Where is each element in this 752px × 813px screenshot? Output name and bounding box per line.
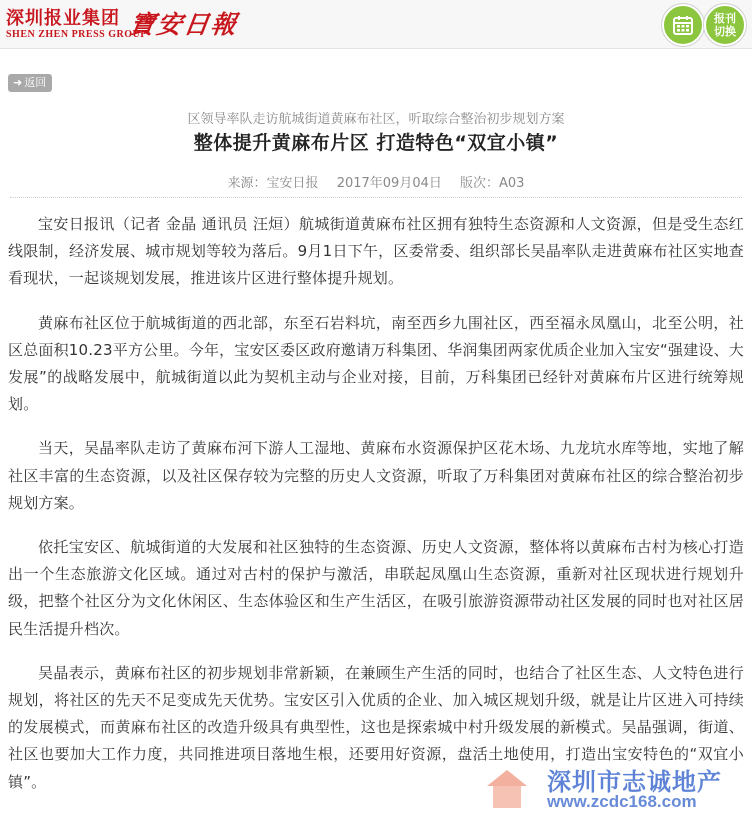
back-button[interactable] [8,74,52,92]
article-paragraph-2: 黄麻布社区位于航城街道的西北部，东至石岩料坑，南至西乡九围社区，西至福永凤凰山，北至公明，社区总面积10.23平方公里。今年，宝安区委区政府邀请万科集团、华润集团两家优质企业加入宝安“强建设、大发展”的战略发展中，航城街道以此为契机主动与企业对接，目前，万科集团已经针对黄麻布片区进行统筹规划。 [8,313,744,414]
article-edition: 版次：A03 [460,176,525,191]
article-body [8,211,744,813]
brand-name-en: SHEN ZHEN PRESS GROUP [6,29,147,40]
switch-label-line2: 切换 [714,25,736,38]
article-subtitle: 区领导率队走访航城街道黄麻布社区，听取综合整治初步规划方案 [187,112,565,127]
switch-label-line1: 报刊 [714,12,736,25]
meta-divider [10,197,742,198]
arrow-left-icon: ➜ [13,76,23,89]
article-date: 2017年09月04日 [336,176,442,191]
article-paragraph-5: 吴晶表示，黄麻布社区的初步规划非常新颖，在兼顾生产生活的同时，也结合了社区生态、人文特色进行规划，将社区的先天不足变成先天优势。宝安区引入优质的企业、加入城区规划升级，就是让片区进入可持续的发展模式，而黄麻布社区的改造升级具有典型性，这也是探索城中村升级发展的新模式。吴晶强调，街道、社区也要加大工作力度，共同推进项目落地生根，还要用好资源，盘活土地使用，打造出宝安特色的“双宜小镇”。 [8,663,744,791]
article-meta [0,172,752,191]
article-paragraph-4: 依托宝安区、航城街道的大发展和社区独特的生态资源、历史人文资源，整体将以黄麻布古村为核心打造出一个生态旅游文化区域。通过对古村的保护与激活，串联起凤凰山生态资源，重新对社区现状进行规划升级，把整个社区分为文化休闲区、生态体验区和生产生活区，在吸引旅游资源带动社区发展的同时也对社区居民生活提升档次。 [8,538,744,638]
article-paragraph-3: 当天，吴晶率队走访了黄麻布河下游人工湿地、黄麻布水资源保护区花木场、九龙坑水库等地，实地了解社区丰富的生态资源，以及社区保存较为完整的历史人文资源，听取了万科集团对黄麻布社区的综合整治初步规划方案。 [8,439,744,512]
app-header [0,0,752,49]
article-source: 来源：宝安日报 [227,176,319,191]
calendar-button[interactable] [662,4,704,46]
watermark-text: 深圳市志诚地产 [547,768,722,796]
article-title: 整体提升黄麻布片区 打造特色“双宜小镇” [193,132,559,154]
article-paragraph-1: 宝安日报讯（记者 金晶 通讯员 汪烜）航城街道黄麻布社区拥有独特生态资源和人文资源，但是受生态红线限制，经济发展、城市规划等较为落后。9月1日下午，区委常委、组织部长吴晶率队走进黄麻布社区实地查看现状，一起谈规划发展，推进该片区进行整体提升规划。 [8,215,744,288]
switch-paper-button[interactable] [704,4,746,46]
calendar-icon [672,14,694,36]
back-label: 返回 [24,76,47,89]
brand-name-cn: 深圳报业集团 [6,8,120,29]
brand-logo[interactable] [6,4,246,44]
watermark-url: www.zcdc168.com [547,792,697,811]
newspaper-name: 寶安日報 [127,10,240,39]
